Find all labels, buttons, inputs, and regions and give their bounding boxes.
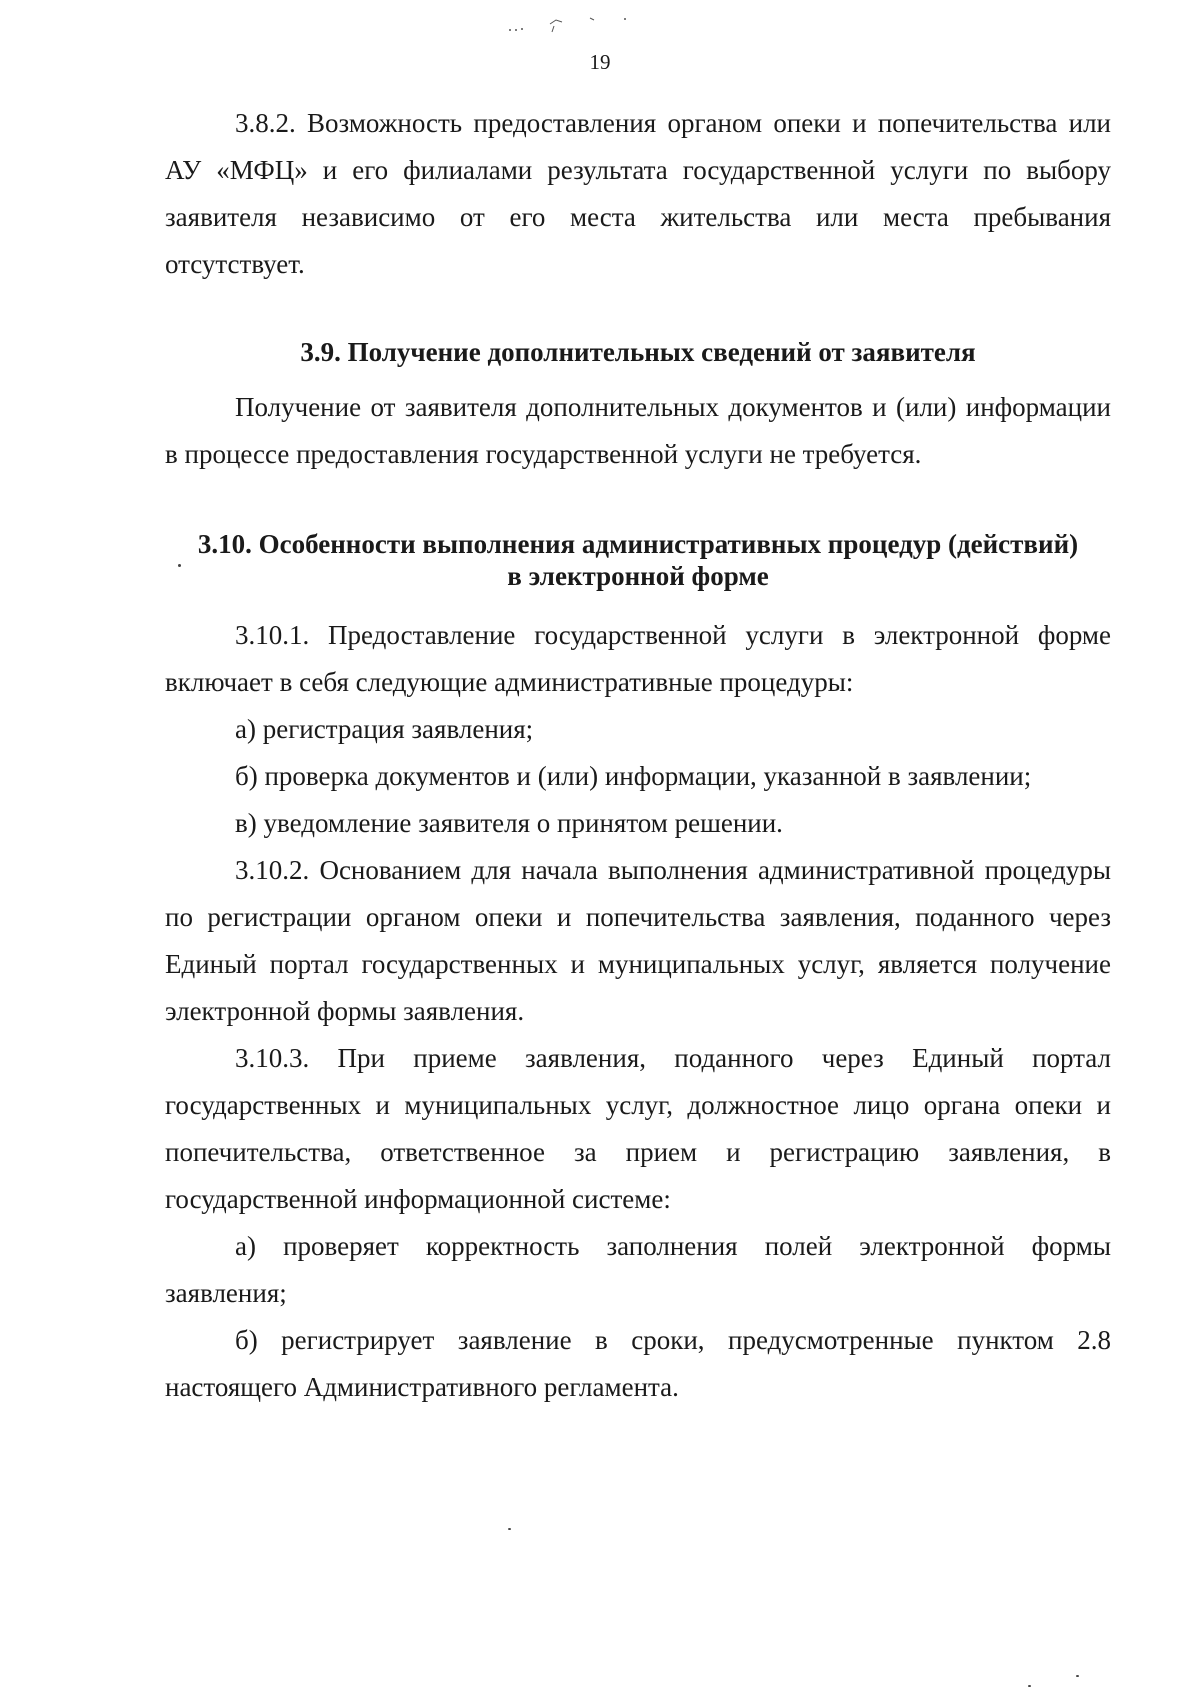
list-item-a: а) регистрация заявления; <box>235 714 534 744</box>
scan-speck <box>178 564 181 567</box>
paragraph-3-10-2: 3.10.2. Основанием для начала выполнения административной процедуры по регистрации органом опеки и попечительства заявления, поданного через Единый портал государственных и муниципальных услуг, является получение электронной формы заявления. <box>165 855 1111 1026</box>
heading-3-10-line1: 3.10. Особенности выполнения административных процедур (действий) <box>197 529 1079 559</box>
paragraph-3-8-2: 3.8.2. Возможность предоставления органом опеки и попечительства или АУ «МФЦ» и его филиалами результата государственной услуги по выбору заявителя независимо от его места жительства или места пребывания отсутствует. <box>165 108 1111 279</box>
heading-3-10 <box>165 528 1111 592</box>
list-item-b-2: б) регистрирует заявление в сроки, предусмотренные пунктом 2.8 настоящего Административного регламента. <box>165 1325 1111 1402</box>
document-body <box>165 100 1111 1411</box>
list-item-a-2: а) проверяет корректность заполнения полей электронной формы заявления; <box>165 1231 1111 1308</box>
paragraph-3-10-3: 3.10.3. При приеме заявления, поданного через Единый портал государственных и муниципальных услуг, должностное лицо органа опеки и попечительства, ответственное за прием и регистрацию заявления, в государственной информационной системе: <box>165 1043 1111 1214</box>
scan-speck <box>1076 1675 1079 1677</box>
heading-3-10-line2: в электронной форме <box>507 561 769 591</box>
scan-artifact-marks <box>500 10 700 40</box>
list-item-v: в) уведомление заявителя о принятом решении. <box>235 808 783 838</box>
paragraph-3-9: Получение от заявителя дополнительных документов и (или) информации в процессе предоставления государственной услуги не требуется. <box>165 392 1111 469</box>
heading-3-9: 3.9. Получение дополнительных сведений от заявителя <box>300 337 976 367</box>
paragraph-3-10-1: 3.10.1. Предоставление государственной услуги в электронной форме включает в себя следующие административные процедуры: <box>165 620 1111 697</box>
scan-speck <box>508 1528 511 1530</box>
page-number: 19 <box>589 50 611 74</box>
list-item-b: б) проверка документов и (или) информации, указанной в заявлении; <box>235 761 1032 791</box>
scan-speck <box>1028 1685 1031 1687</box>
